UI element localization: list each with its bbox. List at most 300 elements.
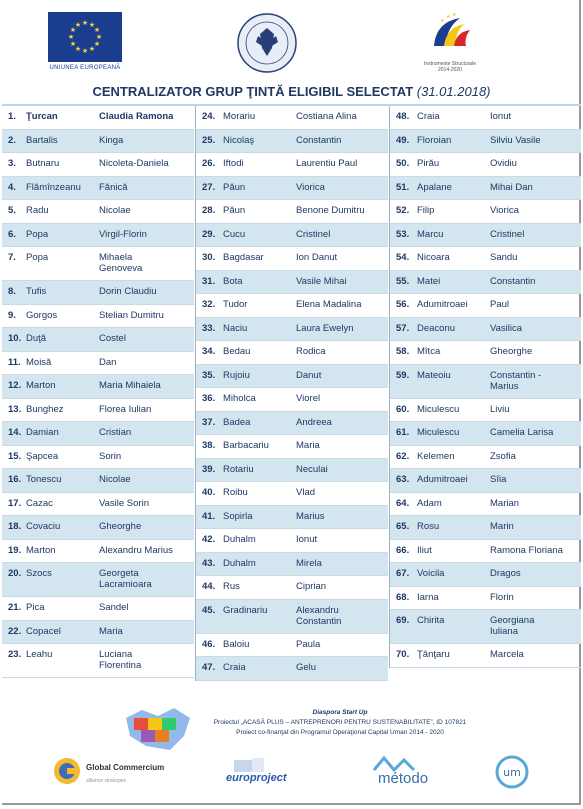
- row-number: 53.: [396, 228, 410, 240]
- given-name-line: Mirela: [296, 557, 322, 569]
- family-name: Voicila: [417, 568, 445, 579]
- participant-row: [2, 516, 194, 540]
- family-name: Ţânţaru: [417, 649, 450, 660]
- given-name-line: Nicolae: [99, 474, 131, 485]
- given-name-line: Viorica: [490, 205, 519, 216]
- family-name: Nicolaş: [223, 134, 255, 146]
- given-name: [99, 135, 123, 146]
- row-number: 24.: [202, 111, 216, 122]
- given-name: [99, 545, 173, 556]
- given-name: [296, 111, 357, 122]
- participant-row: [196, 153, 388, 177]
- given-name: [99, 451, 121, 462]
- participant-row: [2, 540, 194, 564]
- metodo-logo: [372, 756, 442, 792]
- family-name: Pirău: [417, 158, 440, 169]
- given-name: [490, 299, 509, 310]
- family-name: Duhalm: [223, 557, 256, 569]
- gc-name: Global Commercium: [86, 763, 165, 772]
- given-name-line: Vlad: [296, 487, 316, 498]
- row-number: 52.: [396, 205, 410, 216]
- given-name: [490, 323, 522, 334]
- family-name: Mîtca: [417, 346, 441, 357]
- row-number: 59.: [396, 369, 410, 381]
- given-name-line: Mihai Dan: [490, 181, 533, 193]
- family-name: Leahu: [26, 649, 53, 660]
- given-name-line: Sorin: [99, 450, 122, 462]
- family-name: Nicoara: [417, 252, 450, 263]
- participant-row: [2, 352, 194, 376]
- family-name: Rus: [223, 581, 240, 592]
- participant-row: [196, 341, 388, 365]
- participant-row: [2, 597, 194, 621]
- participant-row: [196, 657, 388, 681]
- family-name: Bota: [223, 275, 243, 287]
- given-name-line: Liviu: [490, 403, 510, 415]
- participant-row: [2, 328, 194, 352]
- given-name-line: Paul: [490, 299, 510, 310]
- participant-row: [196, 412, 388, 436]
- row-number: 38.: [202, 440, 216, 451]
- given-name: [296, 135, 341, 146]
- family-name: Duhalm: [223, 534, 256, 545]
- participant-row: [196, 506, 388, 530]
- family-name: Popa: [26, 228, 49, 240]
- participant-row: [390, 422, 581, 446]
- family-name: Miculescu: [417, 403, 460, 415]
- given-name-line: Zsofia: [490, 450, 516, 462]
- participant-row: [2, 563, 194, 597]
- given-name-line: Ion Danut: [296, 252, 338, 263]
- given-name: [99, 626, 123, 637]
- eu-caption: UNIUNEA EUROPEANĂ: [49, 65, 121, 71]
- row-number: 50.: [396, 158, 410, 169]
- row-number: 48.: [396, 111, 410, 122]
- given-name-line: Dragos: [490, 568, 521, 579]
- family-name: Filip: [417, 205, 435, 216]
- given-name: [296, 487, 315, 498]
- row-number: 22.: [8, 625, 22, 637]
- family-name: Adam: [417, 497, 442, 509]
- row-number: 34.: [202, 346, 216, 357]
- participant-row: [2, 305, 194, 329]
- participant-row: [390, 365, 581, 399]
- family-name: Morariu: [223, 111, 256, 122]
- given-name: [490, 370, 541, 392]
- given-name: [296, 370, 321, 381]
- given-name-line: Cristinel: [490, 228, 525, 240]
- family-name: Iftodi: [223, 158, 244, 169]
- row-number: 19.: [8, 544, 22, 556]
- svg-text:★: ★: [446, 14, 451, 20]
- participant-row: [2, 177, 194, 201]
- family-name: Craia: [417, 111, 440, 122]
- given-name: [99, 111, 173, 122]
- given-name: [99, 521, 141, 532]
- metodo-name: método: [378, 770, 429, 787]
- given-name: [490, 276, 535, 287]
- given-name: [490, 474, 506, 485]
- participant-row: [390, 294, 581, 318]
- family-name: Copacel: [26, 625, 61, 637]
- given-name: [99, 380, 161, 391]
- given-name-line: Maria Mihaiela: [99, 380, 161, 391]
- row-number: 69.: [396, 615, 410, 626]
- row-number: 70.: [396, 649, 410, 660]
- row-number: 63.: [396, 474, 410, 485]
- family-name: Şapcea: [26, 450, 59, 462]
- given-name: [296, 229, 330, 240]
- row-number: 35.: [202, 369, 216, 381]
- family-name: Tufis: [26, 286, 47, 297]
- family-name: Miculescu: [417, 427, 460, 438]
- given-name-line: Ionut: [296, 534, 318, 545]
- eu-flag: [48, 12, 122, 62]
- given-name: [99, 404, 151, 415]
- given-name-line: Vasilica: [490, 322, 523, 334]
- participant-row: [196, 365, 388, 389]
- participant-row: [196, 224, 388, 248]
- given-name-line: Camelia Larisa: [490, 427, 554, 438]
- given-name: [296, 276, 347, 287]
- row-number: 43.: [202, 557, 216, 569]
- participant-row: [390, 469, 581, 493]
- given-name-line: Danut: [296, 369, 322, 381]
- family-name: Cazac: [26, 497, 53, 509]
- given-name-line: Constantin -: [490, 369, 542, 381]
- header-logos: [0, 12, 583, 82]
- participant-row: [390, 177, 581, 201]
- row-number: 49.: [396, 134, 410, 146]
- participant-row: [390, 540, 581, 564]
- given-name-line: Vasile Mihai: [296, 275, 347, 287]
- participant-row: [390, 563, 581, 587]
- row-number: 3.: [8, 158, 16, 169]
- participant-row: [196, 130, 388, 154]
- given-name-line: Gelu: [296, 662, 317, 673]
- given-name-line: Nicoleta-Daniela: [99, 158, 169, 169]
- participant-row: [2, 200, 194, 224]
- participant-row: [390, 493, 581, 517]
- given-name: [296, 605, 341, 627]
- given-name: [296, 558, 322, 569]
- row-number: 13.: [8, 403, 22, 415]
- row-number: 36.: [202, 393, 216, 404]
- row-number: 45.: [202, 604, 216, 616]
- svg-text:★: ★: [95, 33, 103, 41]
- given-name-line: Florin: [490, 591, 514, 603]
- participant-row: [196, 388, 388, 412]
- family-name: Tonescu: [26, 474, 62, 485]
- given-name: [296, 511, 325, 522]
- row-number: 12.: [8, 380, 22, 391]
- given-name-line: Marius: [490, 380, 519, 392]
- participant-row: [196, 247, 388, 271]
- given-name: [490, 346, 532, 357]
- svg-text:★: ★: [81, 19, 89, 27]
- given-name-line: Silviu Vasile: [490, 134, 541, 146]
- row-number: 2.: [8, 134, 16, 146]
- given-name: [99, 252, 142, 274]
- given-name-line: Dorin Claudiu: [99, 286, 157, 297]
- row-number: 28.: [202, 205, 216, 216]
- svg-text:★: ★: [440, 18, 445, 24]
- participant-row: [2, 130, 194, 154]
- participant-row: [196, 634, 388, 658]
- given-name-line: Marius: [296, 510, 325, 522]
- given-name-line: Iuliana: [490, 626, 518, 637]
- given-name-line: Constantin: [296, 615, 342, 627]
- given-name: [296, 534, 317, 545]
- given-name: [296, 662, 316, 673]
- family-name: Damian: [26, 427, 59, 438]
- given-name-line: Laura Ewelyn: [296, 322, 354, 334]
- family-name: Rotariu: [223, 463, 254, 475]
- given-name: [99, 286, 157, 297]
- row-number: 14.: [8, 427, 22, 438]
- structural-instruments-logo: [420, 12, 480, 74]
- row-number: 5.: [8, 205, 16, 216]
- row-number: 64.: [396, 497, 410, 509]
- family-name: Sopirla: [223, 510, 253, 522]
- given-name: [490, 252, 517, 263]
- given-name-line: Dan: [99, 356, 117, 368]
- given-name-line: Marcela: [490, 649, 524, 660]
- given-name-line: Marian: [490, 497, 520, 509]
- given-name-line: Rodica: [296, 346, 326, 357]
- europroject-name: europroject: [226, 772, 287, 784]
- participant-row: [2, 399, 194, 423]
- family-name: Craia: [223, 662, 246, 673]
- participant-row: [2, 106, 194, 130]
- row-number: 51.: [396, 181, 410, 193]
- given-name-line: Kinga: [99, 134, 124, 146]
- cofinance-line: Proiect co-finanţat din Programul Operaţional Capital Uman 2014 - 2020: [236, 729, 444, 736]
- participant-row: [196, 318, 388, 342]
- participant-row: [2, 493, 194, 517]
- gc-tagline: alliance strategies: [86, 778, 127, 784]
- given-name-line: Laurentiu Paul: [296, 158, 358, 169]
- given-name: [490, 545, 563, 556]
- family-name: Cucu: [223, 228, 246, 240]
- family-name: Ţurcan: [26, 111, 58, 122]
- given-name: [490, 135, 541, 146]
- participant-row: [2, 224, 194, 248]
- row-number: 46.: [202, 638, 216, 650]
- given-name: [490, 521, 514, 532]
- svg-text:★: ★: [74, 45, 82, 53]
- svg-text:★: ★: [88, 21, 96, 29]
- svg-text:★: ★: [88, 45, 96, 53]
- given-name-line: Florea Iulian: [99, 403, 152, 415]
- given-name-line: Benone Dumitru: [296, 205, 365, 216]
- row-number: 39.: [202, 463, 216, 475]
- participants-table: [2, 104, 581, 682]
- given-name: [99, 602, 129, 613]
- row-number: 18.: [8, 521, 22, 532]
- participant-row: [2, 375, 194, 399]
- row-number: 15.: [8, 450, 22, 462]
- given-name: [99, 333, 126, 344]
- given-name-line: Ovidiu: [490, 158, 517, 169]
- row-number: 16.: [8, 474, 22, 485]
- given-name: [490, 182, 533, 193]
- family-name: Moisă: [26, 356, 52, 368]
- project-label: Diaspora Start Up: [312, 709, 368, 716]
- family-name: Iarna: [417, 591, 439, 603]
- given-name-line: Cristian: [99, 427, 132, 438]
- participant-row: [196, 271, 388, 295]
- participant-row: [2, 469, 194, 493]
- family-name: Bunghez: [26, 403, 64, 415]
- svg-text:★: ★: [69, 40, 77, 48]
- row-number: 8.: [8, 286, 16, 297]
- government-seal-icon: [236, 12, 298, 74]
- participant-row: [196, 600, 388, 634]
- given-name-line: Mihaela: [99, 252, 133, 263]
- family-name: Duţă: [26, 333, 47, 344]
- given-name: [490, 111, 511, 122]
- given-name: [296, 581, 326, 592]
- given-name-line: Ionut: [490, 111, 512, 122]
- title-date: (31.01.2018): [416, 84, 491, 99]
- participant-row: [196, 200, 388, 224]
- row-number: 7.: [8, 252, 16, 263]
- participant-row: [390, 516, 581, 540]
- family-name: Matei: [417, 275, 441, 287]
- family-name: Adumitroaei: [417, 474, 468, 485]
- participant-row: [390, 247, 581, 271]
- participant-row: [390, 224, 581, 248]
- given-name-line: Gheorghe: [490, 346, 533, 357]
- family-name: Marton: [26, 544, 56, 556]
- puzzle-logo-icon: [124, 706, 192, 754]
- given-name-line: Maria: [99, 625, 123, 637]
- um-text: um: [503, 766, 521, 779]
- participants-column-2: [195, 106, 388, 681]
- family-name: Radu: [26, 205, 49, 216]
- given-name: [296, 346, 326, 357]
- given-name-line: Nicolae: [99, 205, 131, 216]
- given-name-line: Constantin: [490, 275, 536, 287]
- given-name: [99, 474, 131, 485]
- europroject-logo: [222, 758, 300, 790]
- given-name: [99, 310, 164, 321]
- svg-text:★: ★: [74, 21, 82, 29]
- family-name: Deaconu: [417, 322, 456, 334]
- given-name: [490, 205, 519, 216]
- given-name-line: Elena Madalina: [296, 299, 362, 310]
- family-name: Popa: [26, 252, 49, 263]
- row-number: 61.: [396, 427, 410, 438]
- given-name-line: Lacramioara: [99, 579, 152, 590]
- row-number: 10.: [8, 333, 22, 344]
- given-name: [296, 393, 320, 404]
- family-name: Adumitroaei: [417, 299, 468, 310]
- row-number: 67.: [396, 568, 410, 579]
- participant-row: [390, 130, 581, 154]
- svg-text:★: ★: [81, 47, 89, 55]
- row-number: 55.: [396, 275, 410, 287]
- row-number: 17.: [8, 497, 22, 509]
- family-name: Flămînzeanu: [26, 181, 81, 193]
- family-name: Floroian: [417, 134, 452, 146]
- row-number: 58.: [396, 346, 410, 357]
- participant-row: [196, 294, 388, 318]
- family-name: Badea: [223, 416, 251, 428]
- participants-column-1: [2, 106, 194, 678]
- given-name: [99, 649, 141, 671]
- given-name: [490, 649, 524, 660]
- given-name-line: Marin: [490, 521, 514, 532]
- family-name: Baloiu: [223, 638, 250, 650]
- given-name-line: Viorica: [296, 181, 325, 193]
- given-name: [296, 464, 328, 475]
- family-name: Iliut: [417, 544, 432, 556]
- given-name: [296, 182, 325, 193]
- row-number: 47.: [202, 662, 216, 673]
- given-name: [296, 158, 357, 169]
- family-name: Covaciu: [26, 521, 61, 532]
- given-name: [490, 158, 517, 169]
- given-name-line: Florentina: [99, 660, 142, 671]
- given-name-line: Sandu: [490, 252, 518, 263]
- participants-column-3: [389, 106, 581, 668]
- participant-row: [2, 644, 194, 678]
- given-name: [296, 205, 365, 216]
- given-name-line: Ciprian: [296, 581, 327, 592]
- participant-row: [390, 587, 581, 611]
- given-name-line: Neculai: [296, 463, 328, 475]
- row-number: 32.: [202, 299, 216, 310]
- row-number: 42.: [202, 534, 216, 545]
- family-name: Apalane: [417, 181, 452, 193]
- row-number: 56.: [396, 299, 410, 310]
- global-commercium-logo: [52, 756, 182, 792]
- row-number: 54.: [396, 252, 410, 263]
- given-name-line: Viorel: [296, 393, 321, 404]
- given-name-line: Claudia Ramona: [99, 111, 174, 122]
- family-name: Rujoiu: [223, 369, 250, 381]
- given-name: [296, 440, 320, 451]
- row-number: 20.: [8, 568, 22, 579]
- family-name: Barbacariu: [223, 440, 269, 451]
- participant-row: [2, 422, 194, 446]
- given-name: [296, 252, 337, 263]
- row-number: 25.: [202, 134, 216, 146]
- participant-row: [2, 281, 194, 305]
- given-name: [490, 592, 514, 603]
- family-name: Kelemen: [417, 450, 455, 462]
- row-number: 65.: [396, 521, 410, 532]
- participant-row: [390, 200, 581, 224]
- family-name: Tudor: [223, 299, 248, 310]
- family-name: Bagdasar: [223, 252, 264, 263]
- um-logo-icon: [492, 754, 532, 790]
- row-number: 33.: [202, 322, 216, 334]
- given-name-line: Fănică: [99, 181, 128, 193]
- row-number: 1.: [8, 111, 16, 122]
- participant-row: [390, 341, 581, 365]
- row-number: 29.: [202, 228, 216, 240]
- given-name: [99, 498, 149, 509]
- family-name: Bartalis: [26, 134, 58, 146]
- given-name-line: Paula: [296, 638, 321, 650]
- title-main: CENTRALIZATOR GRUP ŢINTĂ ELIGIBIL SELECTAT: [92, 84, 414, 99]
- svg-text:★: ★: [93, 26, 101, 34]
- row-number: 66.: [396, 544, 410, 556]
- is-caption-2: 2014-2020: [438, 67, 462, 73]
